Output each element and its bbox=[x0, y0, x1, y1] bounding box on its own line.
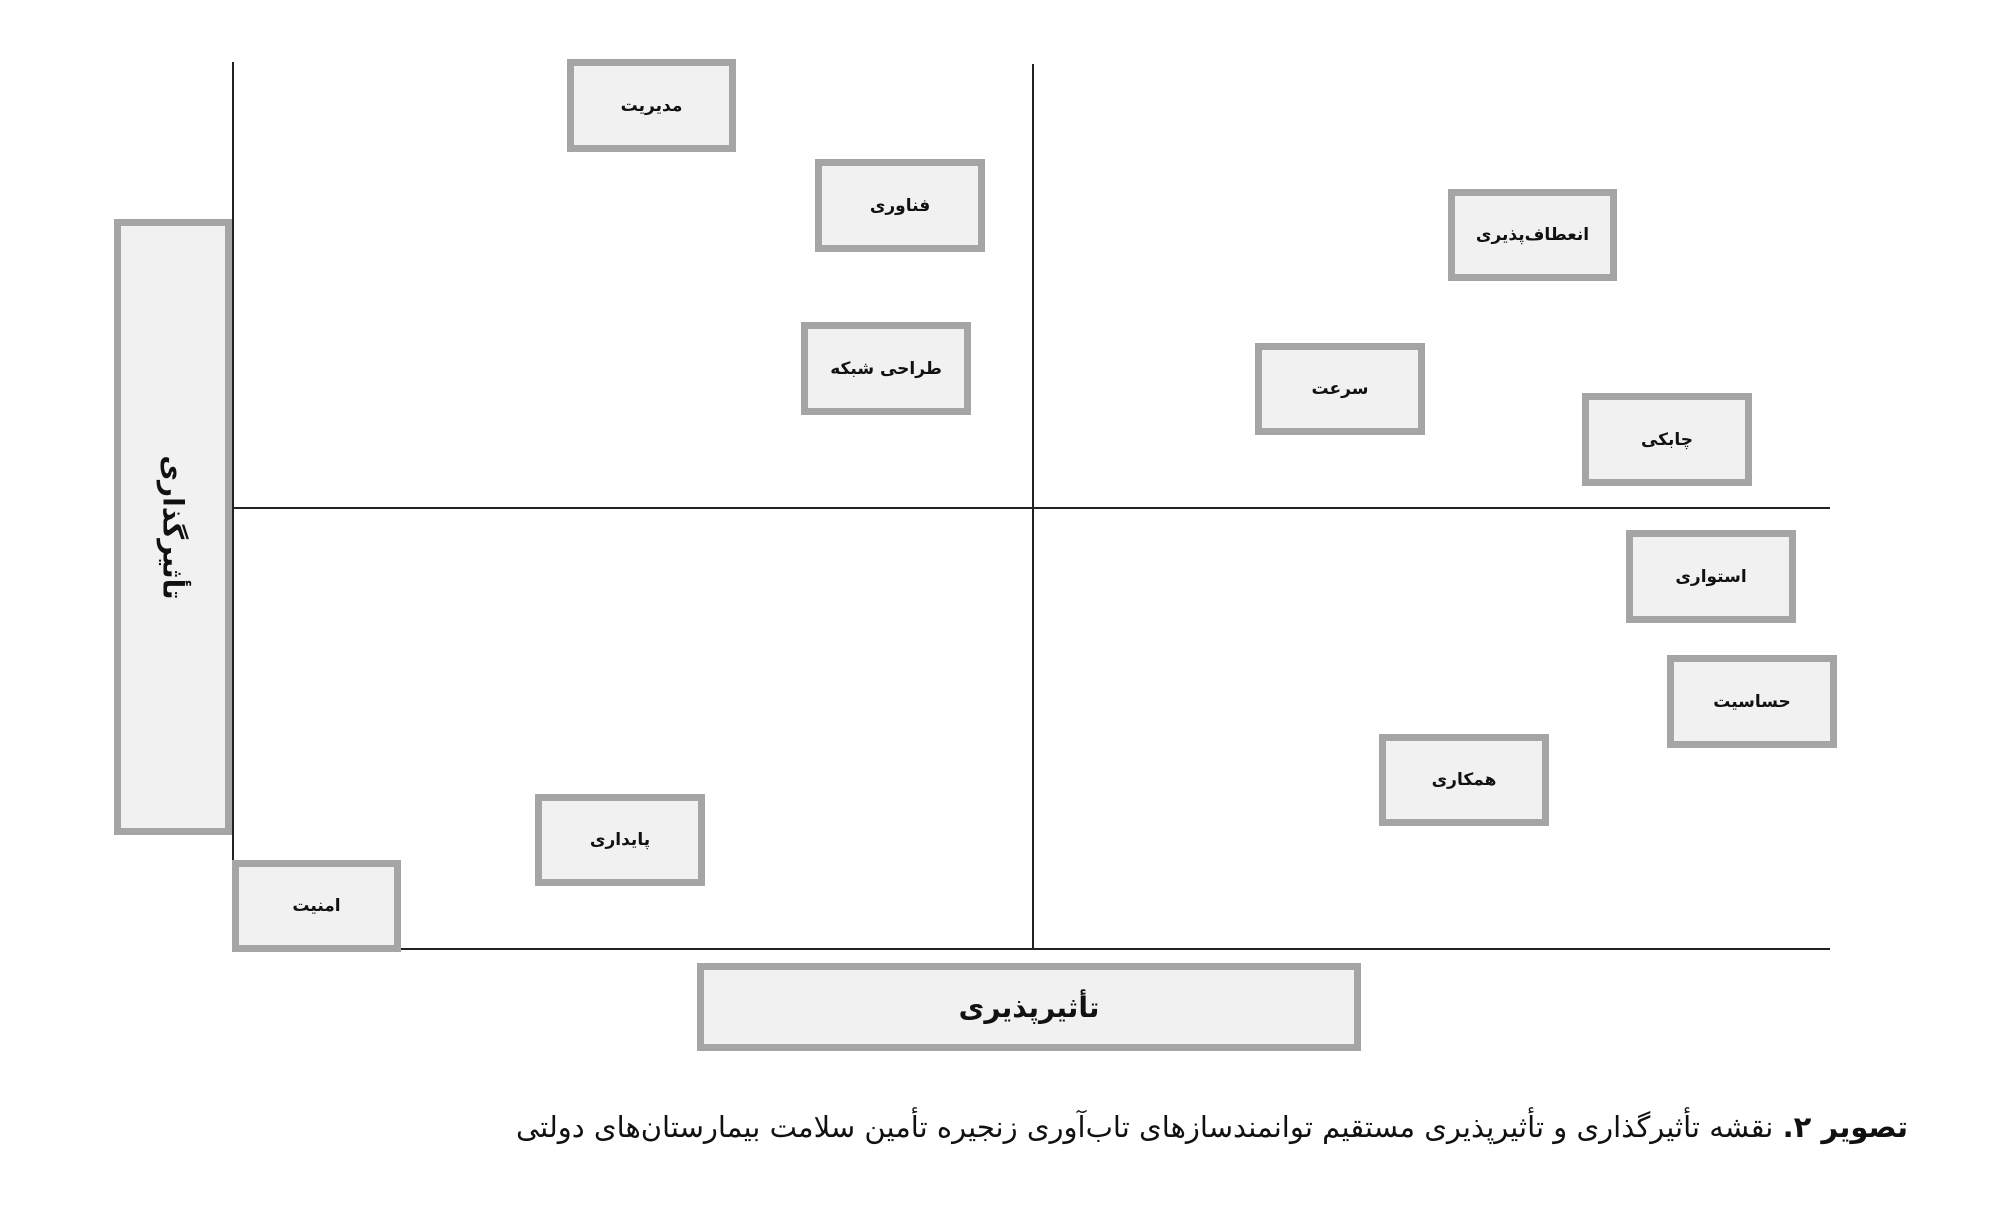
caption-prefix: تصویر ۲. bbox=[1782, 1110, 1908, 1144]
node-security bbox=[232, 860, 401, 952]
node-technology bbox=[815, 159, 985, 252]
x-axis-line bbox=[232, 948, 1830, 950]
node-label: پایداری bbox=[589, 830, 651, 850]
node-management bbox=[567, 59, 736, 152]
node-agility bbox=[1582, 393, 1752, 486]
y-axis-line bbox=[232, 62, 234, 950]
x-axis-label: تأثیرپذیری bbox=[958, 990, 1100, 1024]
node-label: چابکی bbox=[1640, 429, 1694, 450]
y-axis-label: تأثیرگذاری bbox=[156, 454, 190, 600]
node-sensitivity bbox=[1667, 655, 1837, 748]
node-label: مدیریت bbox=[620, 95, 683, 116]
node-label: انعطاف‌پذیری bbox=[1475, 225, 1590, 245]
node-network-design bbox=[801, 322, 971, 415]
node-label: سرعت bbox=[1311, 379, 1369, 399]
y-axis-label-box bbox=[114, 219, 232, 835]
node-resilience-flexibility bbox=[1448, 189, 1617, 281]
node-label: فناوری bbox=[869, 195, 931, 216]
node-label: طراحی شبکه bbox=[830, 358, 942, 379]
horizontal-divider bbox=[234, 507, 1830, 509]
node-label: امنیت bbox=[292, 896, 341, 916]
node-label: حساسیت bbox=[1713, 691, 1791, 712]
node-robustness bbox=[1626, 530, 1796, 623]
figure-caption bbox=[516, 1110, 1908, 1144]
x-axis-label-box bbox=[697, 963, 1361, 1051]
node-label: استواری bbox=[1675, 566, 1747, 587]
node-label: همکاری bbox=[1431, 770, 1497, 790]
node-speed bbox=[1255, 343, 1425, 435]
caption-text: نقشه تأثیرگذاری و تأثیرپذیری مستقیم توانمندسازهای تاب‌آوری زنجیره تأمین سلامت بیمارستان‌های دولتی bbox=[516, 1110, 1783, 1144]
node-sustainability bbox=[535, 794, 705, 886]
vertical-divider bbox=[1032, 64, 1034, 948]
node-collaboration bbox=[1379, 734, 1549, 826]
